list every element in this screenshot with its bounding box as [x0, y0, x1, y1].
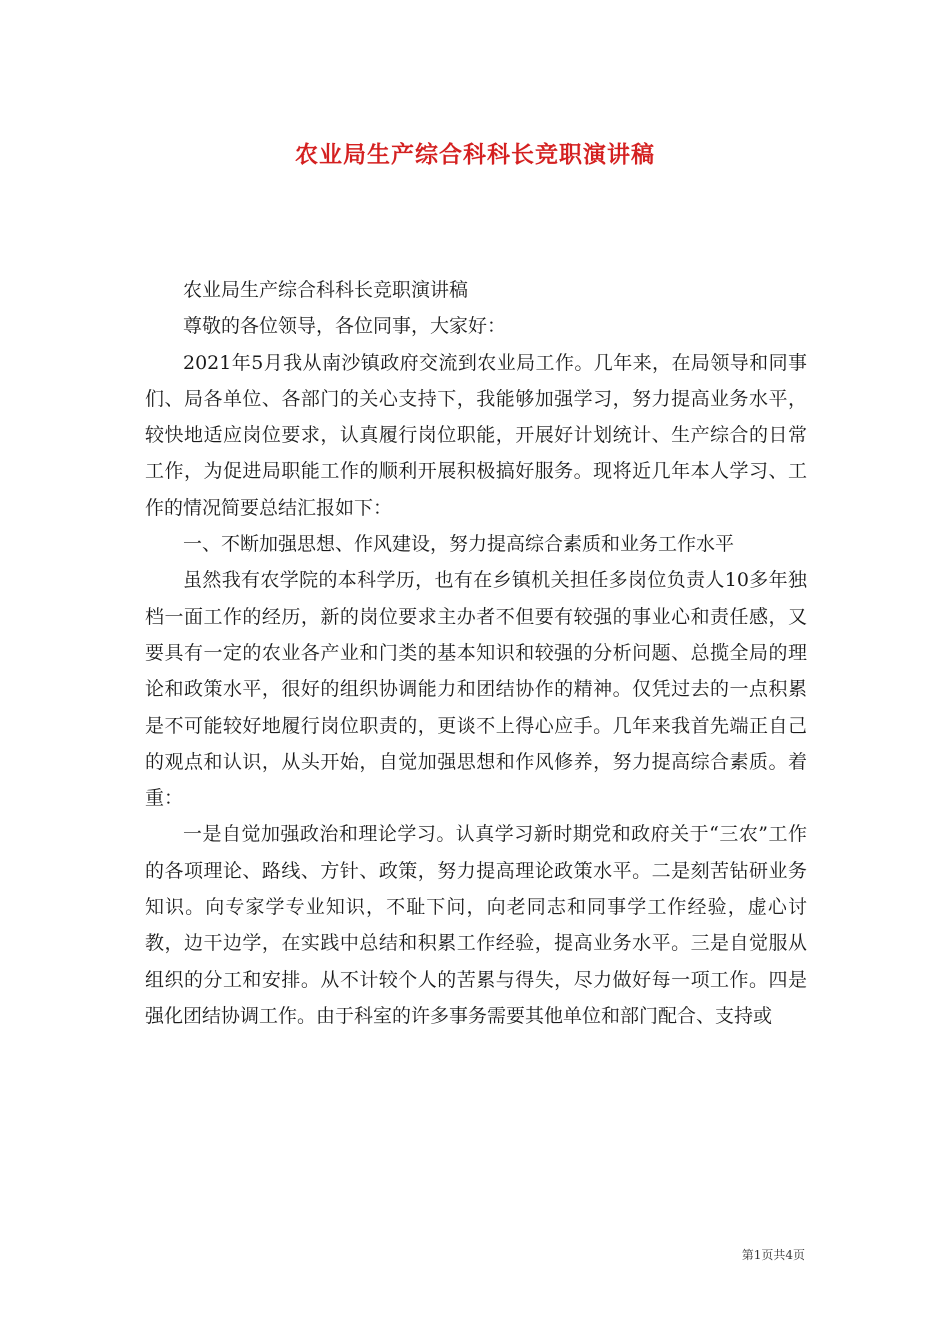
- page-number: 第1页共4页: [741, 1248, 805, 1262]
- paragraph-background: 虽然我有农学院的本科学历，也有在乡镇机关担任多岗位负责人10多年独档一面工作的经历，新的岗位要求主办者不但要有较强的事业心和责任感，又要具有一定的农业各产业和门类的基本知识和较强的分析问题、总揽全局的理论和政策水平，很好的组织协调能力和团结协作的精神。仅凭过去的一点积累是不可能较好地履行岗位职责的，更谈不上得心应手。几年来我首先端正自己的观点和认识，从头开始，自觉加强思想和作风修养，努力提高综合素质。着重：: [145, 569, 807, 810]
- paragraph-intro: 2021年5月我从南沙镇政府交流到农业局工作。几年来，在局领导和同事们、局各单位、各部门的关心支持下，我能够加强学习，努力提高业务水平，较快地适应岗位要求，认真履行岗位职能，开展好计划统计、生产综合的日常工作，为促进局职能工作的顺利开展积极搞好服务。现将近几年本人学习、工作的情况简要总结汇报如下：: [145, 351, 807, 519]
- document-body: [145, 272, 807, 1034]
- paragraph-heading: 农业局生产综合科科长竞职演讲稿: [183, 279, 469, 301]
- page-title: 农业局生产综合科科长竞职演讲稿: [295, 141, 655, 168]
- paragraph-measures: 一是自觉加强政治和理论学习。认真学习新时期党和政府关于“三农”工作的各项理论、路线、方针、政策，努力提高理论政策水平。二是刻苦钻研业务知识。向专家学专业知识，不耻下问，向老同志和同事学工作经验，虚心讨教，边干边学，在实践中总结和积累工作经验，提高业务水平。三是自觉服从组织的分工和安排。从不计较个人的苦累与得失，尽力做好每一项工作。四是强化团结协调工作。由于科室的许多事务需要其他单位和部门配合、支持或: [145, 823, 807, 1027]
- paragraph-greeting: 尊敬的各位领导，各位同事，大家好：: [183, 315, 507, 338]
- paragraph-section-heading: 一、不断加强思想、作风建设，努力提高综合素质和业务工作水平: [183, 533, 735, 556]
